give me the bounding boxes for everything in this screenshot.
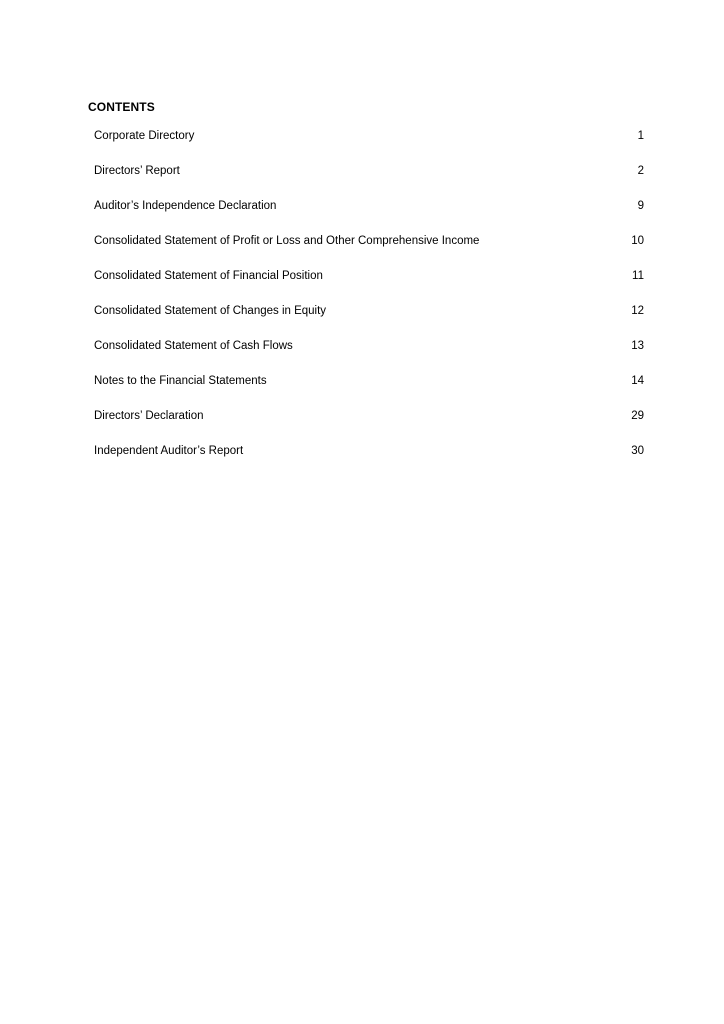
- toc-entry-title: Notes to the Financial Statements: [94, 375, 267, 387]
- toc-entry-page: 30: [631, 445, 644, 457]
- toc-entry-page: 29: [631, 410, 644, 422]
- toc-entry-page: 10: [631, 235, 644, 247]
- toc-entry-title: Directors’ Declaration: [94, 410, 204, 422]
- toc-entry-page: 1: [637, 130, 644, 142]
- toc-entry-title: Auditor’s Independence Declaration: [94, 200, 277, 212]
- toc-entry-title: Consolidated Statement of Changes in Equity: [94, 305, 327, 317]
- toc-entry-page: 9: [637, 200, 644, 212]
- toc-entry-page: 11: [632, 270, 644, 282]
- toc-entry-page: 13: [631, 340, 644, 352]
- toc-entry-page: 2: [637, 165, 644, 177]
- table-of-contents: [94, 129, 644, 479]
- toc-entry-page: 14: [631, 375, 644, 387]
- toc-entry: [94, 199, 644, 234]
- contents-heading: CONTENTS: [88, 100, 155, 114]
- toc-entry-title: Consolidated Statement of Cash Flows: [94, 340, 293, 352]
- toc-entry: [94, 409, 644, 444]
- toc-entry: [94, 374, 644, 409]
- toc-entry: [94, 234, 644, 269]
- toc-entry: [94, 444, 644, 479]
- toc-entry: [94, 269, 644, 304]
- toc-entry-title: Consolidated Statement of Financial Position: [94, 270, 323, 282]
- toc-entry: [94, 339, 644, 374]
- toc-entry-title: Directors’ Report: [94, 165, 180, 177]
- toc-entry-page: 12: [631, 305, 644, 317]
- toc-entry-title: Independent Auditor’s Report: [94, 445, 244, 457]
- toc-entry: [94, 164, 644, 199]
- toc-entry: [94, 304, 644, 339]
- toc-entry-title: Consolidated Statement of Profit or Loss and Other Comprehensive Income: [94, 235, 480, 247]
- toc-entry-title: Corporate Directory: [94, 130, 195, 142]
- toc-entry: [94, 129, 644, 164]
